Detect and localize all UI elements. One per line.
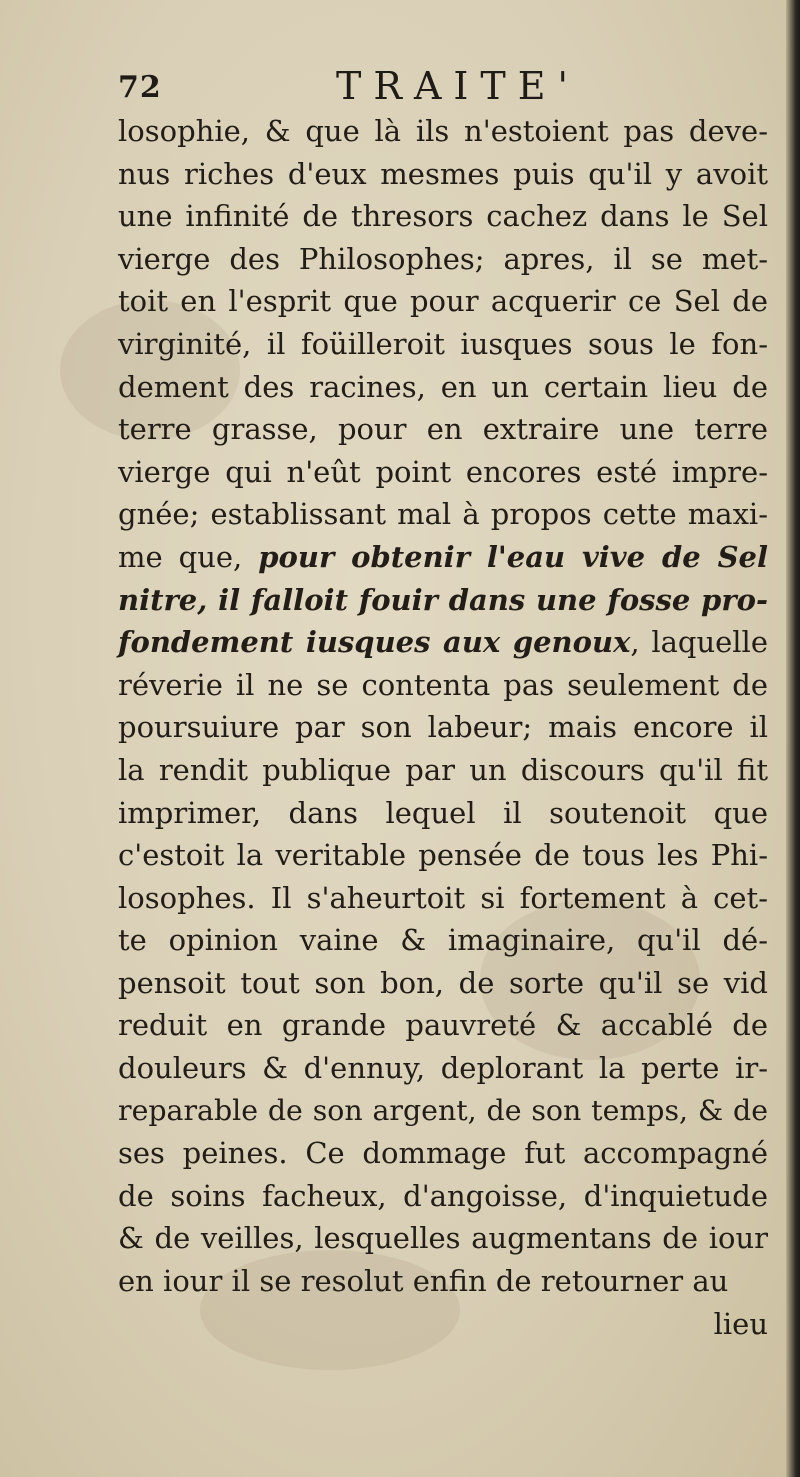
body-text (118, 110, 768, 1345)
text-line (118, 792, 768, 835)
text-segment: douleurs & d'ennuy, deplorant la perte ir- (118, 1051, 768, 1086)
page-edge-shadow (786, 0, 800, 1477)
text-segment: virginité, il foüilleroit iusques sous le fon- (118, 326, 768, 361)
text-line (118, 451, 768, 494)
text-segment: toit en l'esprit que pour acquerir ce Sel de (118, 284, 768, 319)
text-line (118, 195, 768, 238)
text-line (118, 1132, 768, 1175)
text-segment: gnée; establissant mal à propos cette maxi- (118, 497, 768, 532)
text-segment: & de veilles, lesquelles augmentans de iour (118, 1221, 768, 1256)
text-segment: losophie, & que là ils n'estoient pas deve- (118, 114, 768, 148)
text-segment: reduit en grande pauvreté & accablé de (118, 1008, 768, 1043)
text-segment: une infinité de thresors cachez dans le Sel (118, 199, 768, 234)
text-line (118, 153, 768, 196)
text-segment: terre grasse, pour en extraire une terre (118, 412, 768, 447)
text-line (118, 366, 768, 409)
text-segment: te opinion vaine & imaginaire, qu'il dé- (118, 923, 768, 958)
text-segment: me que, (118, 539, 259, 574)
text-line (118, 323, 768, 366)
text-line (118, 919, 768, 962)
running-title: TRAITE' (336, 64, 580, 108)
text-line (118, 579, 768, 622)
text-line (118, 834, 768, 877)
text-line (118, 280, 768, 323)
text-line (118, 1047, 768, 1090)
text-segment: dement des racines, en un certain lieu de (118, 369, 768, 404)
text-segment: imprimer, dans lequel il soutenoit que (118, 795, 768, 830)
text-line (118, 493, 768, 536)
text-line (118, 110, 768, 153)
text-segment: de soins facheux, d'angoisse, d'inquietude (118, 1178, 768, 1213)
text-line (118, 1175, 768, 1218)
italic-text-segment: nitre, il falloit fouir dans une fosse pro- (118, 582, 768, 617)
italic-text-segment: pour obtenir l'eau vive de Sel (258, 539, 768, 574)
text-line (118, 1260, 768, 1303)
text-line (118, 962, 768, 1005)
text-line (118, 1090, 768, 1133)
catchword: lieu (713, 1306, 768, 1341)
text-segment: c'estoit la veritable pensée de tous les Phi- (118, 838, 768, 873)
page-number: 72 (118, 70, 162, 105)
text-line (118, 238, 768, 281)
text-line (118, 877, 768, 920)
text-segment: losophes. Il s'aheurtoit si fortement à cet- (118, 880, 768, 915)
italic-text-segment: fondement iusques aux genoux (118, 625, 631, 660)
text-line (118, 706, 768, 749)
text-line (118, 621, 768, 664)
text-segment: réverie il ne se contenta pas seulement de (118, 667, 768, 702)
text-segment: , laquelle (630, 625, 768, 660)
text-segment: la rendit publique par un discours qu'il fit (118, 752, 768, 787)
text-line (118, 664, 768, 707)
text-line (118, 1217, 768, 1260)
text-line (118, 408, 768, 451)
text-segment: vierge qui n'eût point encores esté impre- (118, 454, 768, 489)
text-segment: nus riches d'eux mesmes puis qu'il y avoit (118, 156, 768, 191)
text-line (118, 749, 768, 792)
text-segment: vierge des Philosophes; apres, il se met- (118, 241, 768, 276)
text-segment: reparable de son argent, de son temps, & de (118, 1093, 768, 1127)
text-segment: en iour il se resolut enfin de retourner au (118, 1264, 729, 1299)
text-segment: pensoit tout son bon, de sorte qu'il se vid (118, 965, 768, 1000)
text-segment: ses peines. Ce dommage fut accompagné (118, 1136, 768, 1171)
text-segment: poursuiure par son labeur; mais encore il (118, 710, 768, 745)
text-line (118, 1004, 768, 1047)
text-line (118, 536, 768, 579)
